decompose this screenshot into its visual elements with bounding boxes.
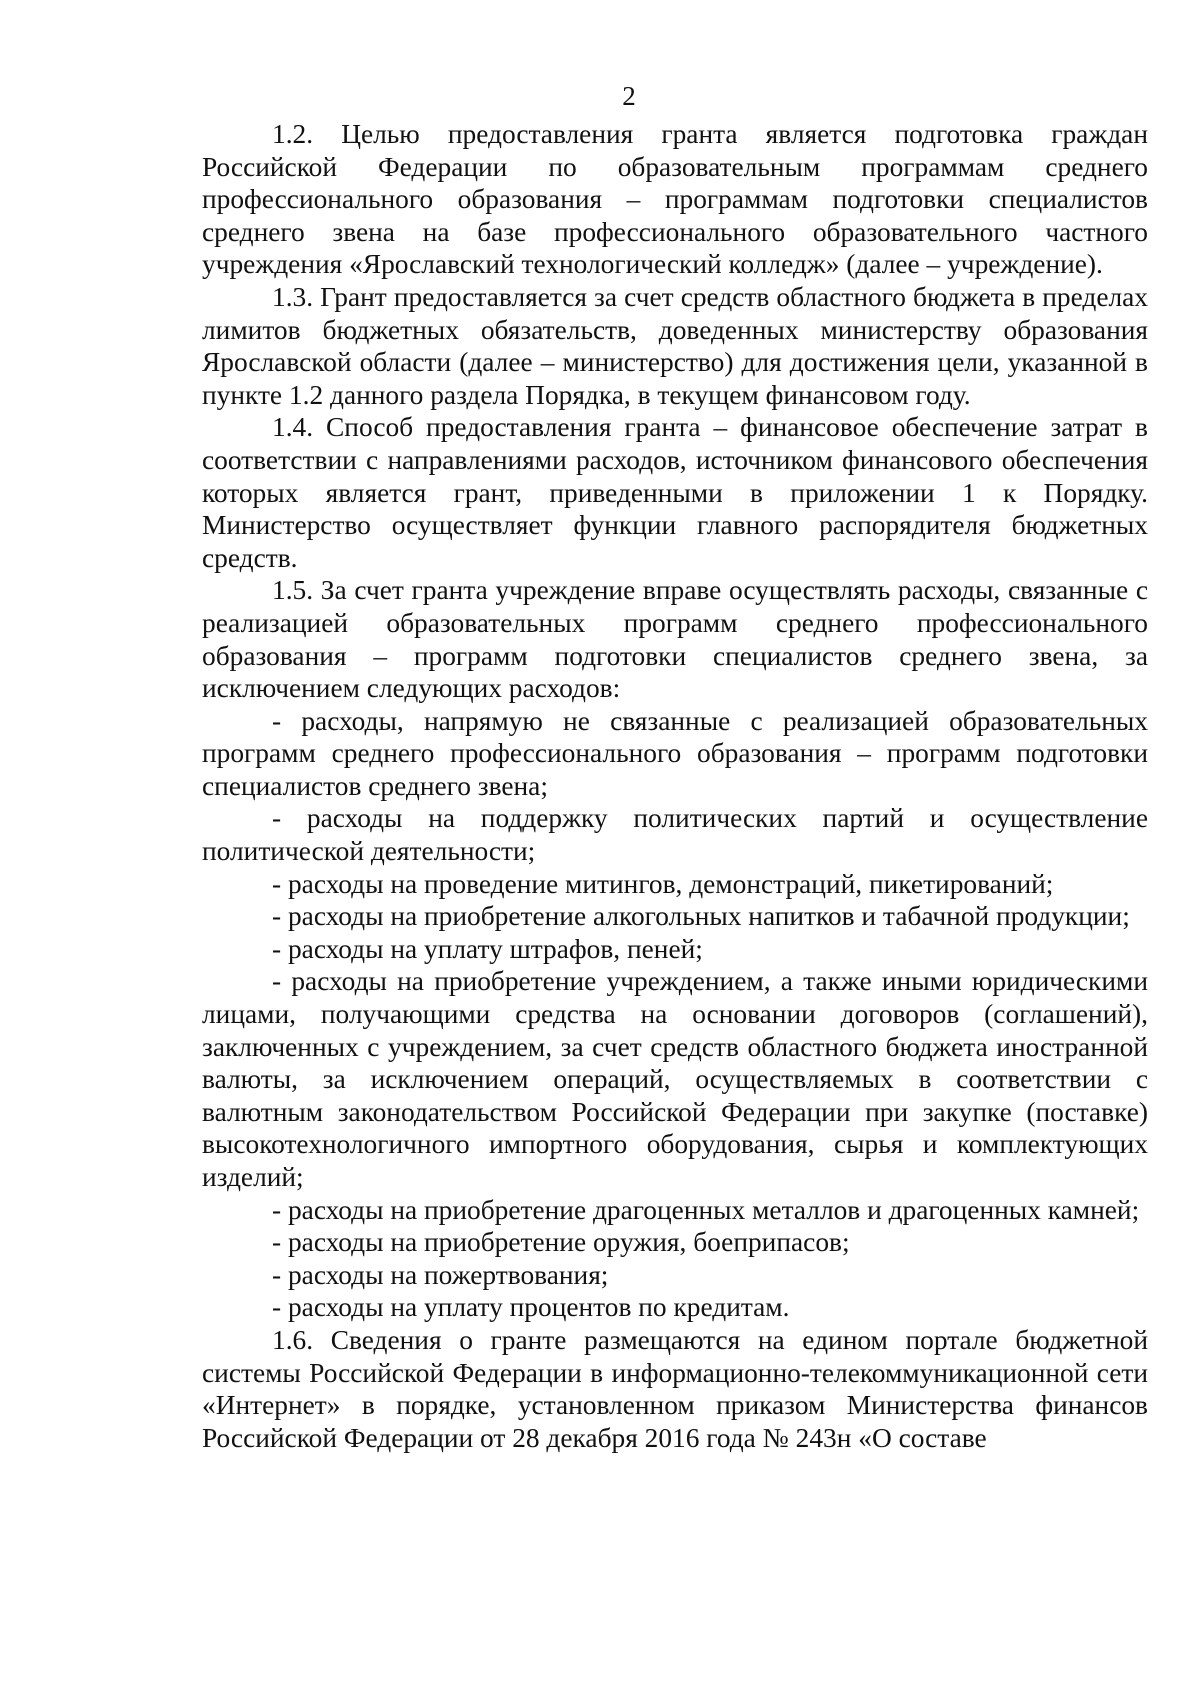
document-body [202, 118, 1148, 1454]
paragraph-1-2: 1.2. Целью предоставления гранта является подготовка граждан Российской Федерации по образовательным программам среднего профессионального образования – программам подготовки специалистов среднего звена на базе профессионального образовательного частного учреждения «Ярославский технологический колледж» (далее – учреждение). [202, 119, 1148, 280]
list-item-donations: - расходы на пожертвования; [272, 1259, 609, 1290]
page-number: 2 [622, 81, 636, 111]
list-item-political-parties: - расходы на поддержку политических партий и осуществление политической деятельности; [202, 803, 1148, 867]
list-item-weapons: - расходы на приобретение оружия, боеприпасов; [272, 1227, 850, 1258]
list-item-rallies: - расходы на проведение митингов, демонстраций, пикетирований; [272, 868, 1054, 899]
paragraph-1-5: 1.5. За счет гранта учреждение вправе осуществлять расходы, связанные с реализацией образовательных программ среднего профессионального образования – программ подготовки специалистов среднего звена, за исключением следующих расходов: [202, 575, 1148, 704]
list-item-loan-interest: - расходы на уплату процентов по кредитам. [272, 1292, 790, 1323]
list-item-unrelated-expenses: - расходы, напрямую не связанные с реализацией образовательных программ среднего профессионального образования – программ подготовки специалистов среднего звена; [202, 705, 1148, 801]
list-item-precious-metals: - расходы на приобретение драгоценных металлов и драгоценных камней; [272, 1194, 1140, 1225]
list-item-foreign-currency: - расходы на приобретение учреждением, а также иными юридическими лицами, получающими средства на основании договоров (соглашений), заключенных с учреждением, за счет средств областного бюджета иностранной валюты, за исключением операций, осуществляемых в соответствии с валютным законодательством Российской Федерации при закупке (поставке) высокотехнологичного импортного оборудования, сырья и комплектующих изделий; [202, 966, 1148, 1192]
paragraph-1-6: 1.6. Сведения о гранте размещаются на едином портале бюджетной системы Российской Федерации в информационно-телекоммуникационной сети «Интернет» в порядке, установленном приказом Министерства финансов Российской Федерации от 28 декабря 2016 года № 243н «О составе [202, 1324, 1148, 1453]
paragraph-1-3: 1.3. Грант предоставляется за счет средств областного бюджета в пределах лимитов бюджетных обязательств, доведенных министерству образования Ярославской области (далее – министерство) для достижения цели, указанной в пункте 1.2 данного раздела Порядка, в текущем финансовом году. [202, 281, 1148, 410]
list-item-fines: - расходы на уплату штрафов, пеней; [272, 933, 703, 964]
list-item-alcohol-tobacco: - расходы на приобретение алкогольных напитков и табачной продукции; [272, 901, 1130, 932]
paragraph-1-4: 1.4. Способ предоставления гранта – финансовое обеспечение затрат в соответствии с направлениями расходов, источником финансового обеспечения которых является грант, приведенными в приложении 1 к Порядку. Министерство осуществляет функции главного распорядителя бюджетных средств. [202, 412, 1148, 573]
